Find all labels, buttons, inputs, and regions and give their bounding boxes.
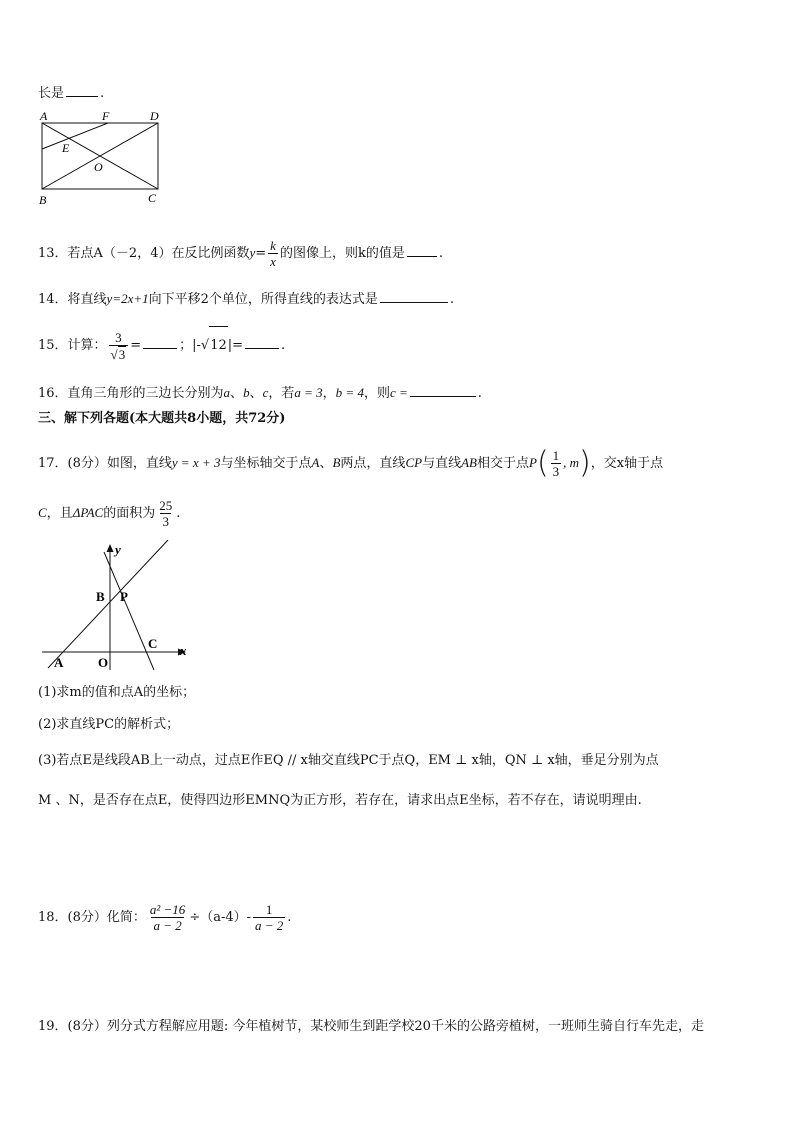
q16-comma1: 、: [230, 386, 244, 401]
section-3-heading: 三、解下列各题(本大题共8小题，共72分): [38, 411, 286, 426]
q12-blank: [66, 84, 98, 97]
q18-den1: a − 2: [153, 918, 182, 933]
q17-frac-den: 3: [552, 464, 560, 479]
q17-mid1: 与坐标轴交于点: [220, 456, 312, 471]
axis-label-x: x: [180, 643, 187, 658]
q17-area-fraction: [157, 498, 174, 529]
q17-CP: CP: [405, 455, 423, 470]
label-F: F: [102, 109, 110, 123]
question-15: 15．计算： $\frac{3}{√3}$ = ；|-√12|= .: [38, 326, 285, 365]
q18-mid: ÷（a-4）-: [189, 910, 252, 925]
q16-a-eq: a = 3: [294, 385, 323, 400]
q17-part-3b: M 、N，是否存在点E，使得四边形EMNQ为正方形，若存在，请求出点E坐标，若不存在，请说明理由.: [38, 793, 642, 808]
q15-fraction: $\frac{3}{√3}$: [109, 330, 129, 362]
q17-mid2: 两点，直线: [340, 456, 406, 471]
q14-prefix: 14．将直线: [38, 292, 107, 307]
q17-B: B: [332, 455, 341, 470]
q16-then: ，则: [363, 386, 390, 401]
q15-abs-close: |=: [227, 338, 244, 353]
axes-figure: [36, 538, 196, 672]
question-14: [38, 290, 454, 309]
q17-part-2: (2)求直线PC的解析式；: [38, 717, 180, 732]
q13-eq: =: [255, 246, 267, 261]
question-17-line-2: [38, 494, 180, 533]
q16-b: b: [243, 385, 250, 400]
q18-prefix: 18．(8分）化简：: [38, 910, 146, 925]
q18-fraction-2: [253, 902, 285, 933]
rectangle-figure: [36, 108, 166, 208]
q16-blank: [410, 384, 476, 397]
q16-c: c: [262, 385, 269, 400]
q17-m: , m: [563, 455, 580, 470]
q16-prefix: 16．直角三角形的三边长分别为: [38, 386, 224, 401]
q17-mid3: 与直线: [422, 456, 462, 471]
q14-suffix: 向下平移2个单位，所得直线的表达式是: [148, 292, 378, 307]
q13-blank: [407, 244, 437, 257]
point-label-A: A: [54, 655, 64, 670]
q17-sep1: 、: [319, 456, 333, 471]
q17-P: P: [528, 455, 537, 470]
q16-comma2: 、: [249, 386, 263, 401]
label-O: O: [94, 160, 103, 174]
q13-fraction: [268, 238, 278, 269]
q17-area-num: 25: [159, 498, 173, 513]
point-label-O: O: [98, 655, 109, 670]
q16-b-eq: b = 4: [335, 385, 364, 400]
q17-line2-C: C: [38, 505, 47, 520]
q17-A: A: [311, 455, 320, 470]
q15-root: 12: [209, 326, 228, 365]
q18-fraction-1: [148, 902, 187, 933]
q12-end: .: [100, 86, 105, 101]
q13-prefix: 13．若点A（－2，4）在反比例函数: [38, 246, 250, 261]
q12-text: 长是: [38, 86, 65, 101]
q16-c-eq: c =: [389, 385, 408, 400]
q16-end: .: [477, 386, 482, 401]
q15-den-root: 3: [118, 346, 126, 362]
q17-area-den: 3: [162, 514, 169, 529]
q14-end: .: [449, 292, 455, 307]
q17-p-fraction: [551, 448, 562, 479]
q14-expr: y=2x+1: [106, 291, 149, 306]
q17-frac-num: 1: [552, 448, 560, 463]
q16-mid: ，若: [268, 386, 295, 401]
q18-den2: a − 2: [255, 918, 284, 933]
point-label-B: B: [96, 589, 105, 604]
q15-blank-1: [143, 336, 177, 349]
q15-end: .: [281, 338, 286, 353]
q13-end: .: [438, 246, 443, 261]
q18-num2: 1: [265, 902, 273, 917]
label-C: C: [148, 191, 157, 205]
label-D: D: [150, 109, 159, 123]
q17-line2-tri: ΔPAC: [72, 505, 104, 520]
label-A: A: [40, 109, 48, 123]
question-18: [38, 898, 291, 938]
q17-prefix: 17．(8分）如图，直线: [38, 456, 172, 471]
q12-tail: [38, 84, 104, 103]
q17-part-3a: (3)若点E是线段AB上一动点，过点E作EQ // x轴交直线PC于点Q，EM ⊥ x轴，QN ⊥ x轴，垂足分别为点: [38, 753, 659, 768]
q17-line2-end: .: [176, 506, 181, 521]
question-16: [38, 384, 482, 403]
q13-y: y: [249, 245, 256, 260]
label-B: B: [39, 193, 47, 207]
q15-blank-2: [245, 336, 279, 349]
axis-label-y: y: [115, 542, 121, 557]
q14-blank: [380, 290, 448, 303]
q16-comma3: ，: [322, 386, 336, 401]
q13-num: k: [270, 238, 276, 253]
question-13: [38, 236, 443, 271]
q17-mid4: 相交于点: [476, 456, 529, 471]
q15-eq: =: [130, 338, 142, 353]
q15-num: 3: [115, 329, 122, 345]
point-label-P: P: [120, 589, 128, 604]
q13-den: x: [270, 254, 276, 269]
q17-AB: AB: [461, 455, 477, 470]
q17-line-eq: y = x + 3: [171, 455, 221, 470]
q17-line2-mid: ，且: [46, 506, 73, 521]
q18-num1: a² −16: [149, 902, 186, 917]
point-label-C: C: [148, 636, 158, 651]
q15-prefix: 15．计算：: [38, 338, 107, 353]
q17-tail: ，交x轴于点: [590, 456, 664, 471]
q17-line2-text: 的面积为: [103, 506, 156, 521]
question-19: 19．(8分）列分式方程解应用题: 今年植树节，某校师生到距学校20千米的公路旁植树，一班师生骑自行车先走，走: [38, 1019, 704, 1034]
question-17-line-1: 17．(8分）如图，直线y = x + 3与坐标轴交于点A、B两点，直线CP与直线AB相交于点P( $\frac{1}{3}$ , m)，交x轴于点: [38, 445, 664, 481]
q13-suffix: 的图像上，则k的值是: [279, 246, 405, 261]
label-E: E: [62, 141, 70, 155]
q18-end: .: [287, 910, 292, 925]
q16-a: a: [223, 385, 231, 400]
q15-sep: ；: [179, 338, 193, 353]
q17-part-1: (1)求m的值和点A的坐标；: [38, 685, 196, 700]
q15-abs-open: |-: [192, 338, 201, 353]
